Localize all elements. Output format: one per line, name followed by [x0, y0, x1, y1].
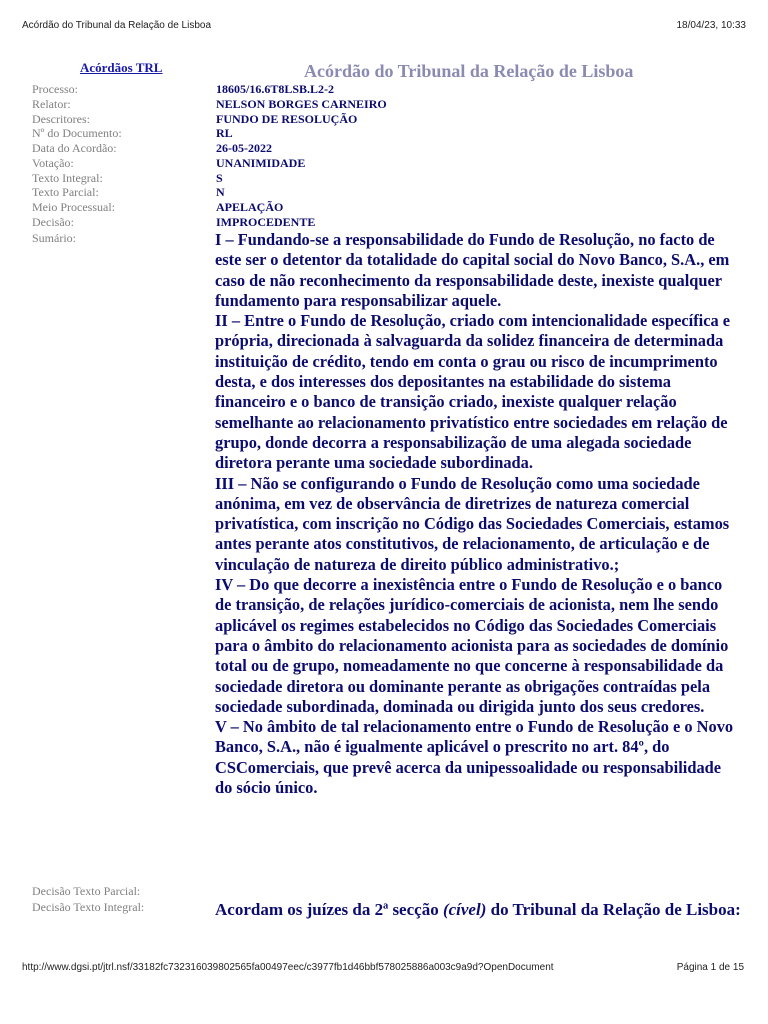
print-header-title: Acórdão do Tribunal da Relação de Lisboa — [22, 20, 212, 31]
decision-text-end: do Tribunal da Relação de Lisboa: — [486, 900, 741, 919]
summary-paragraph-1: I – Fundando-se a responsabilidade do Fundo de Resolução, no facto de este ser o detentor da totalidade do capital social do Novo Banco, S.A., em caso de não reconhecimento da responsabilidade deste, inexiste qualquer fundamento para responsabilizar aquele. — [215, 230, 730, 310]
field-label: Descritores: — [32, 111, 90, 126]
field-label: Votação: — [32, 155, 74, 170]
page-title: Acórdão do Tribunal da Relação de Lisboa — [304, 61, 634, 81]
field-label: Data do Acordão: — [32, 141, 117, 155]
field-label: Relator: — [32, 96, 71, 111]
field-value: 26-05-2022 — [216, 141, 272, 155]
acordaos-trl-link[interactable]: Acórdãos TRL — [80, 60, 163, 75]
field-value: FUNDO DE RESOLUÇÃO — [216, 111, 358, 126]
field-value: RL — [216, 126, 233, 141]
field-value: UNANIMIDADE — [216, 155, 306, 170]
summary-paragraph-3: III – Não se configurando o Fundo de Resolução como uma sociedade anónima, em vez de observância de diretrizes de natureza comercial privatística, com inscrição no Código das Sociedades Comerciais, estamos antes perante atos constitutivos, de relacionamento, de articulação e de vinculação de natureza de direito público administrativo.; — [215, 473, 730, 574]
summary-label: Sumário: — [32, 231, 76, 245]
metadata-fields — [32, 82, 732, 230]
field-row-processo — [32, 82, 732, 97]
decision-integral-label: Decisão Texto Integral: — [32, 900, 145, 914]
field-label: Nº do Documento: — [32, 126, 122, 141]
decision-text-italic: (cível) — [442, 900, 487, 919]
field-row-meio-processual — [32, 200, 732, 215]
summary-paragraph-2: II – Entre o Fundo de Resolução, criado com intencionalidade específica e própria, direcionada à salvaguarda da solidez financeira de determinada instituição de crédito, tendo em conta o grau ou risco de incumprimento desta, e dos interesses dos depositantes na estabilidade do sistema financeiro e o banco de transição criado, inexiste qualquer relação semelhante ao relacionamento privatístico entre sociedades em relação de grupo, donde decorra a responsabilização de uma alegada sociedade diretora perante uma sociedade subordinada. — [215, 311, 731, 473]
field-label: Texto Parcial: — [32, 185, 99, 200]
field-row-texto-parcial — [32, 185, 732, 200]
print-footer-url: http://www.dgsi.pt/jtrl.nsf/33182fc732316039802565fa00497eec/c3977fb1d46bbf578025886a003c9a9d?OpenDocument — [22, 962, 554, 973]
field-row-votacao — [32, 156, 732, 171]
decision-text-start: Acordam os juízes da 2ª secção — [215, 900, 443, 919]
field-row-decisao — [32, 215, 732, 230]
field-row-texto-integral — [32, 171, 732, 186]
summary-paragraph-5: V – No âmbito de tal relacionamento entre o Fundo de Resolução e o Novo Banco, S.A., não é igualmente aplicável o prescrito no art. 84º, do CSComerciais, que prevê acerca da unipessoalidade ou responsabilidade do sócio único. — [215, 717, 734, 798]
field-value: S — [216, 170, 223, 185]
field-value: N — [216, 185, 225, 200]
field-value: 18605/16.6T8LSB.L2-2 — [216, 82, 335, 96]
field-row-data — [32, 141, 732, 156]
field-label: Meio Processual: — [32, 200, 115, 214]
summary-paragraph-4: IV – Do que decorre a inexistência entre o Fundo de Resolução e o banco de transição, de relações jurídico-comerciais de acionista, nem lhe sendo aplicável os regimes estabelecidos no Código das Sociedades Comerciais para o âmbito do relacionamento acionista para as sociedades de domínio total ou de grupo, nomeadamente no que concerne à responsabilidade da sociedade diretora ou dominante perante as obrigações contraídas pela sociedade subordinada, dominada ou dirigida junto dos seus credores. — [215, 575, 729, 716]
print-header-datetime: 18/04/23, 10:33 — [676, 20, 746, 31]
field-row-documento — [32, 126, 732, 141]
field-row-relator — [32, 97, 732, 112]
field-label: Processo: — [32, 82, 78, 96]
decision-integral-text — [215, 899, 750, 920]
print-footer-page: Página 1 de 15 — [676, 962, 744, 973]
field-label: Decisão: — [32, 214, 74, 229]
field-label: Texto Integral: — [32, 170, 103, 185]
field-value: APELAÇÃO — [216, 200, 284, 214]
field-value: IMPROCEDENTE — [216, 214, 316, 229]
field-value: NELSON BORGES CARNEIRO — [216, 96, 387, 111]
decision-partial-label: Decisão Texto Parcial: — [32, 884, 141, 898]
summary-text — [215, 230, 735, 798]
field-row-descritores — [32, 112, 732, 127]
